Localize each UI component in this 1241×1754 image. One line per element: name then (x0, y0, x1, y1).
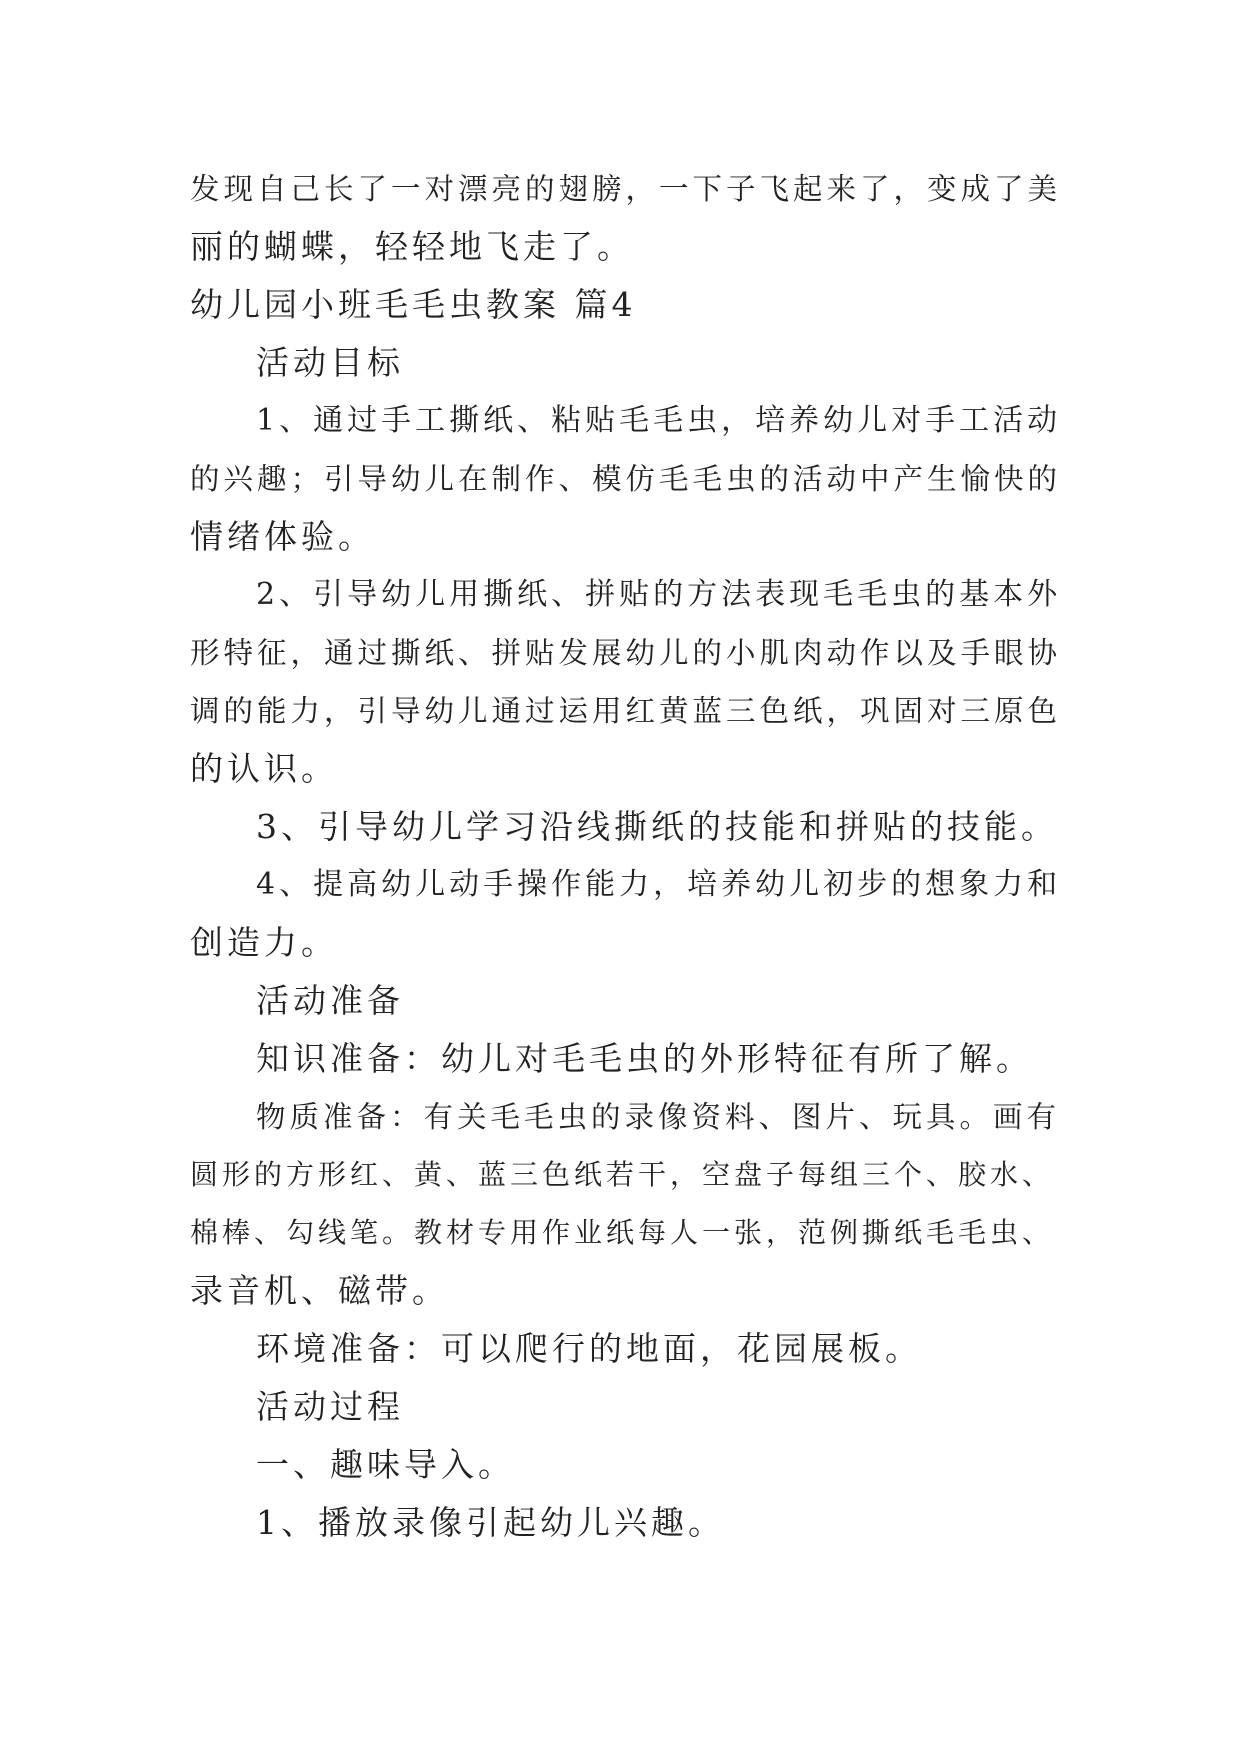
text-line: 录音机、磁带。 (190, 1271, 449, 1310)
text-line: 棉棒、勾线笔。教材专用作业纸每人一张，范例撕纸毛毛虫、 (190, 1216, 1055, 1249)
text-line: 发现自己长了一对漂亮的翅膀，一下子飞起来了，变成了美 (190, 172, 1062, 206)
subheading-activity-preparation: 活动准备 (256, 981, 404, 1020)
text-line: 调的能力，引导幼儿通过运用红黄蓝三色纸，巩固对三原色 (190, 694, 1062, 728)
text-line: 一、趣味导入。 (256, 1445, 515, 1484)
text-line: 形特征，通过撕纸、拼贴发展幼儿的小肌肉动作以及手眼协 (190, 636, 1062, 670)
text-line: 2、引导幼儿用撕纸、拼贴的方法表现毛毛虫的基本外 (256, 577, 1062, 612)
text-line: 1、通过手工撕纸、粘贴毛毛虫，培养幼儿对手工活动 (256, 403, 1062, 438)
text-line: 情绪体验。 (190, 517, 375, 556)
text-line: 圆形的方形红、黄、蓝三色纸若干，空盘子每组三个、胶水、 (190, 1158, 1055, 1191)
text-line: 4、提高幼儿动手操作能力，培养幼儿初步的想象力和 (256, 867, 1062, 902)
text-line: 的认识。 (190, 749, 338, 788)
text-line: 1、播放录像引起幼儿兴趣。 (256, 1503, 725, 1542)
text-line: 知识准备：幼儿对毛毛虫的外形特征有所了解。 (256, 1039, 1033, 1078)
document-page (190, 160, 1060, 1552)
text-line: 3、引导幼儿学习沿线撕纸的技能和拼贴的技能。 (256, 807, 1058, 846)
text-line: 环境准备：可以爬行的地面，花园展板。 (256, 1329, 922, 1368)
text-line: 丽的蝴蝶，轻轻地飞走了。 (190, 227, 634, 266)
text-line: 的兴趣；引导幼儿在制作、模仿毛毛虫的活动中产生愉快的 (190, 462, 1062, 496)
subheading-activity-goals: 活动目标 (256, 343, 404, 382)
section-heading: 幼儿园小班毛毛虫教案 篇4 (190, 285, 637, 324)
text-line: 物质准备：有关毛毛虫的录像资料、图片、玩具。画有 (256, 1100, 1061, 1134)
text-line: 创造力。 (190, 923, 338, 962)
subheading-activity-process: 活动过程 (256, 1387, 404, 1426)
